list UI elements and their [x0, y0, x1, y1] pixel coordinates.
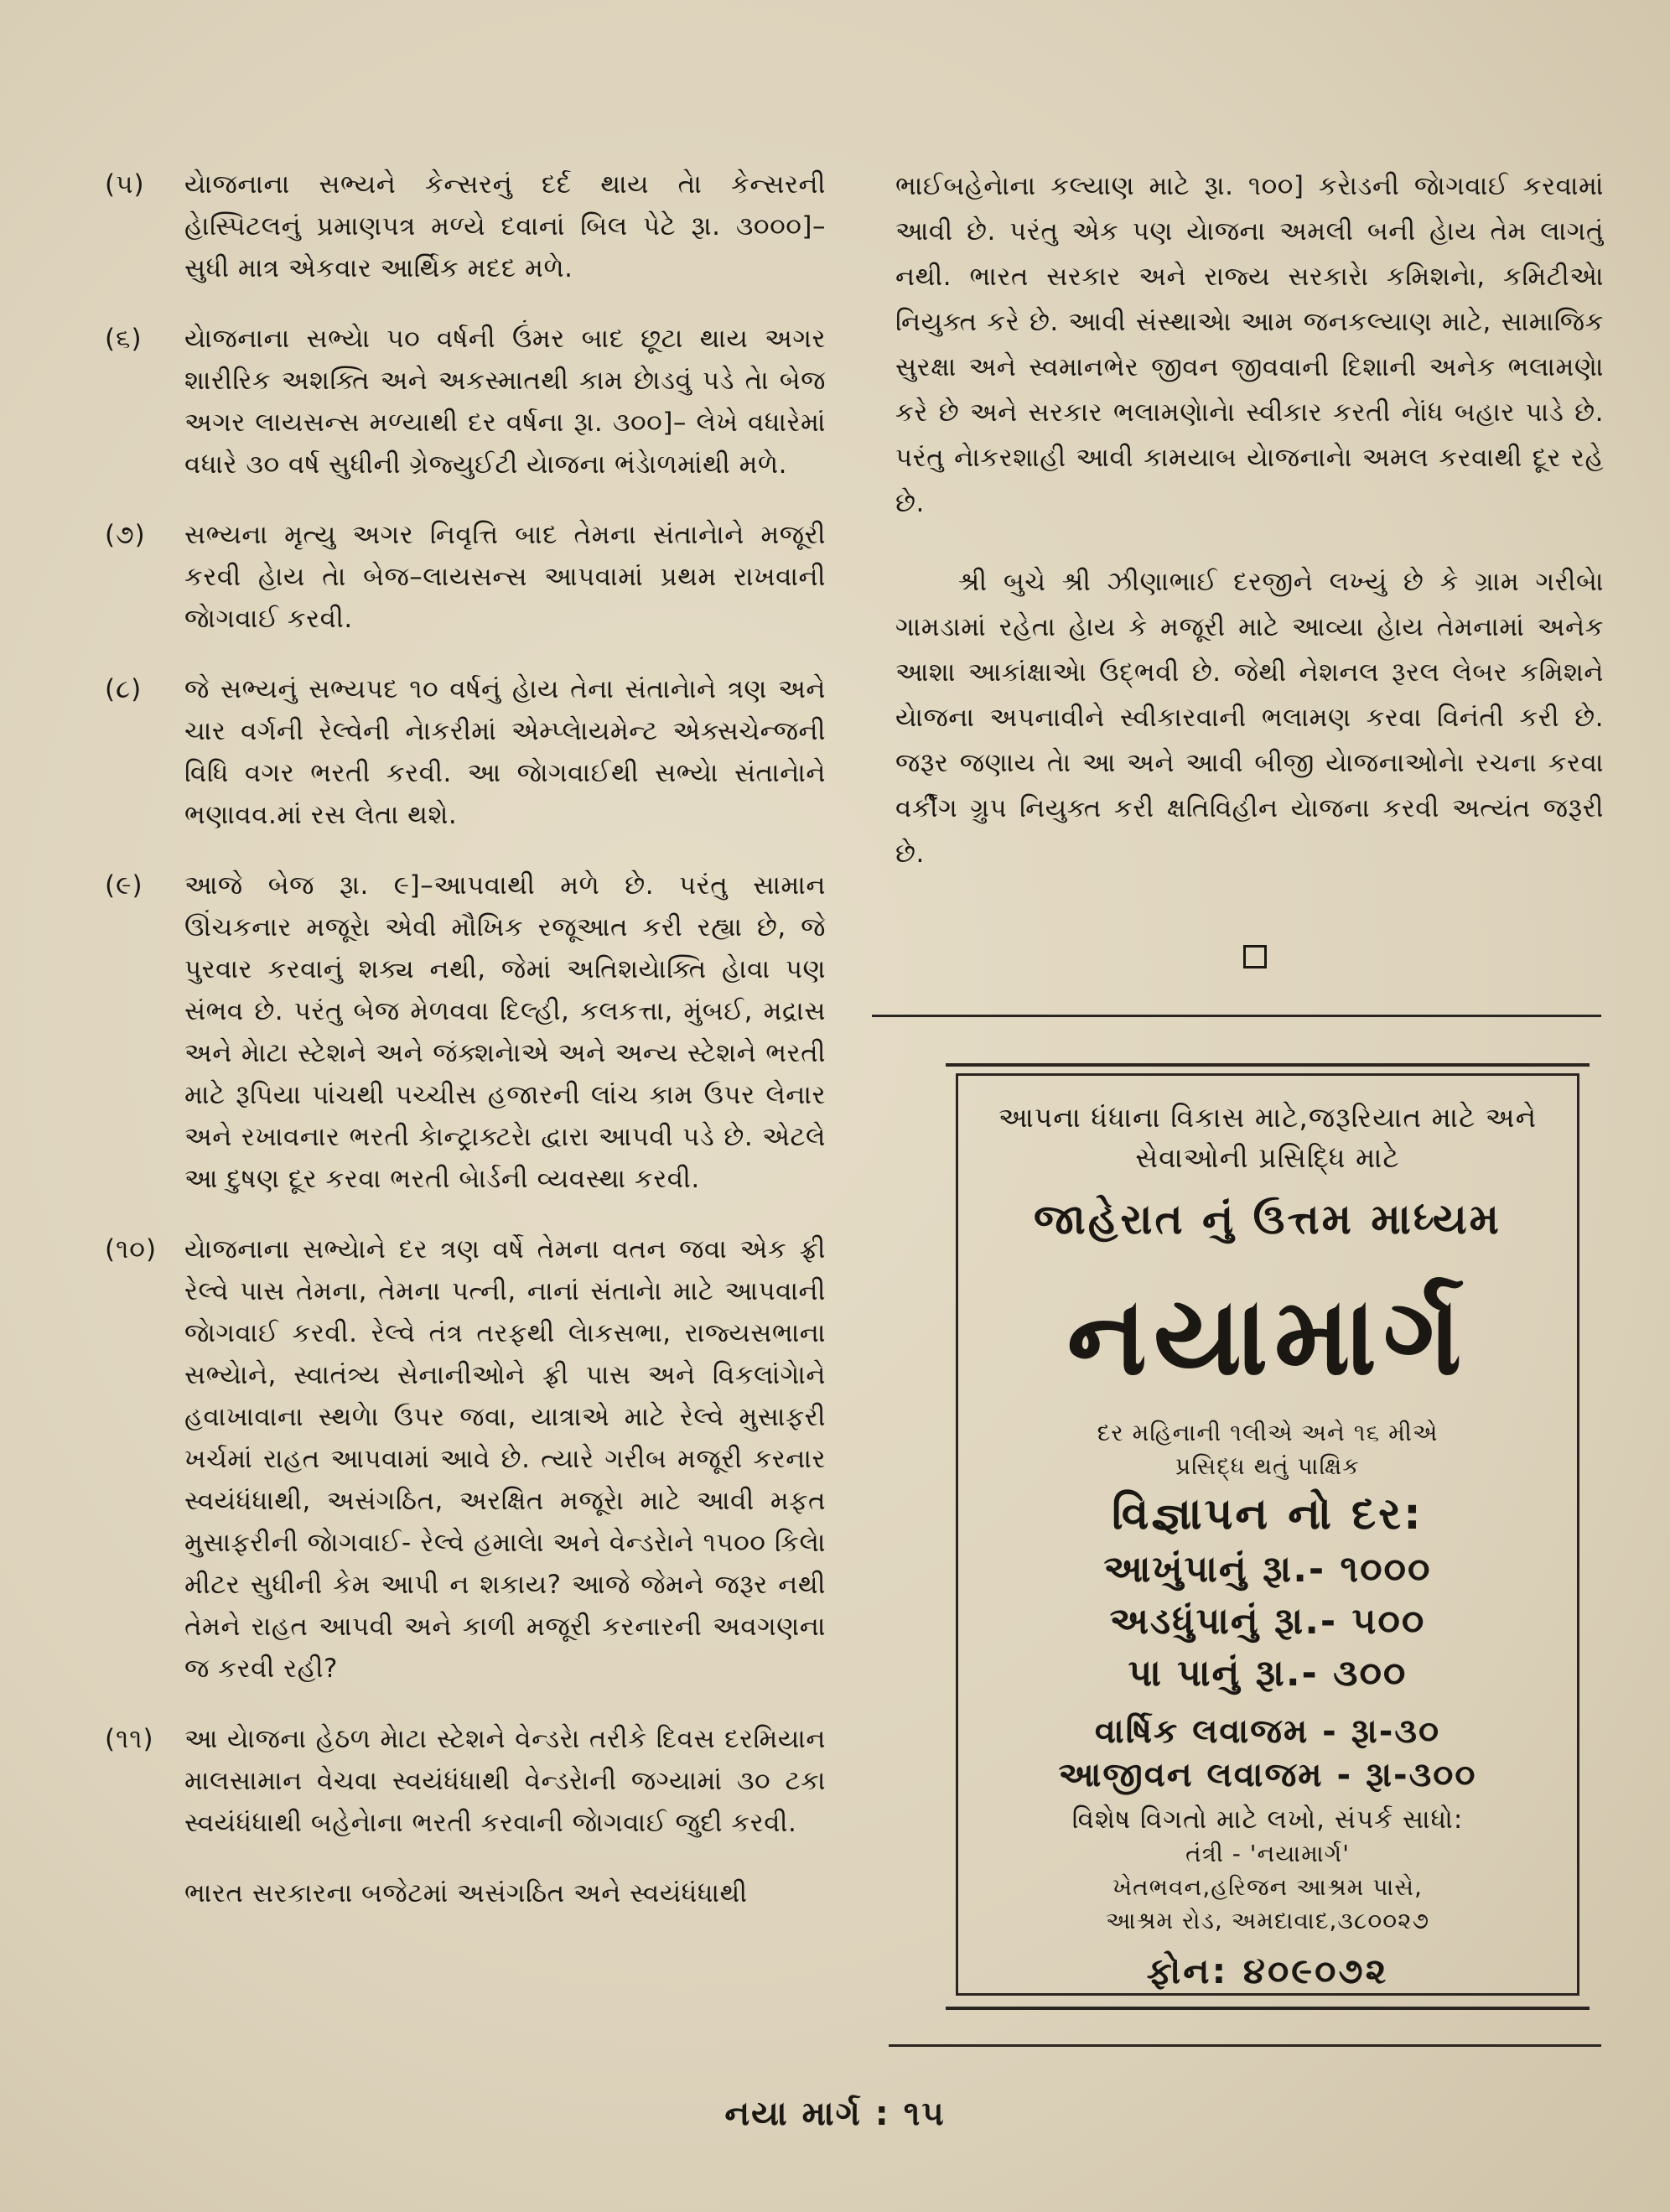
ad-rates-title: વિજ્ઞાપન નો દર: [1112, 1489, 1424, 1540]
item-number: (૯) [105, 870, 143, 901]
ad-address-2: આશ્રમ રોડ, અમદાવાદ,૩૮૦૦૨૭ [1105, 1907, 1430, 1934]
ad-bottom-rule [946, 2007, 1590, 2010]
item-number: (૬) [105, 324, 143, 354]
numbered-item [105, 514, 826, 640]
item-text: જે સભ્યનું સભ્યપદ ૧૦ વર્ષનું હેાય તેના સંતાનેાને ત્રણ અને ચાર વર્ગની રેલ્વેની નેાકરીમાં એમ્પ્લેાયમેન્ટ એક્સચેન્જની વિધિ વગર ભરતી કરવી. આ જેાગવાઈથી સભ્યેા સંતાનેાને ભણાવવ.માં રસ લેતા થશે. [184, 674, 826, 830]
item-number: (૭) [105, 520, 146, 550]
item-text: યેાજનાના સભ્યેા ૫૦ વર્ષની ઉંમર બાદ છૂટા થાય અગર શારીરિક અશક્તિ અને અકસ્માતથી કામ છેાડવું પડે તેા બેજ અગર લાયસન્સ મળ્યાથી દર વર્ષના રૂા. ૩૦૦]– લેખે વધારેમાં વધારે ૩૦ વર્ષ સુધીની ગ્રેજ્યુઈટી યેાજના ભંડેાળમાંથી મળે. [184, 324, 826, 480]
item-text: આ યેાજના હેઠળ મેાટા સ્ટેશને વેન્ડરેા તરીકે દિવસ દરમિયાન માલસામાન વેચવા સ્વયંધંધાથી વેન્ડરેાની જગ્યામાં ૩૦ ટકા સ્વયંધંધાથી બહેનેાના ભરતી કરવાની જેાગવાઈ જુદી કરવી. [184, 1724, 826, 1838]
ad-rate-half-page: અડધુંપાનું રૂા.- ૫૦૦ [1109, 1600, 1426, 1643]
ad-contact-line: વિશેષ વિગતો માટે લખો, સંપર્ક સાધો: [1071, 1804, 1464, 1835]
ad-lifetime-subscription: આજીવન લવાજમ - રૂા-૩૦૦ [1058, 1756, 1477, 1794]
right-column [895, 164, 1604, 910]
ad-frequency-1: દર મહિનાની ૧લીએ અને ૧૬ મીએ [1097, 1419, 1439, 1446]
left-column [105, 164, 826, 1914]
numbered-item [105, 1228, 826, 1690]
item-number: (૧૧) [105, 1724, 154, 1754]
item-text: યેાજનાના સભ્યેાને દર ત્રણ વર્ષે તેમના વતન જવા એક ફ્રી રેલ્વે પાસ તેમના, તેમના પત્ની, નાનાં સંતાનેા માટે આપવાની જેાગવાઈ કરવી. રેલ્વે તંત્ર તરફથી લેાકસભા, રાજ્યસભાના સભ્યેાને, સ્વાતંત્ર્ય સેનાનીઓને ફ્રી પાસ અને વિકલાંગેાને હવાખાવાના સ્થળેા ઉપર જવા, યાત્રાએ માટે રેલ્વે મુસાફરી ખર્ચમાં રાહત આપવામાં આવે છે. ત્યારે ગરીબ મજૂરી કરનાર સ્વયંધંધાથી, અસંગઠિત, અરક્ષિત મજૂરેા માટે આવી મફત મુસાફરીની જેાગવાઈ- રેલ્વે હમાલેા અને વેન્ડરેાને ૧૫૦૦ કિલેા મીટર સુધીની કેમ આપી ન શકાય? આજે જેમને જરૂર નથી તેમને રાહત આપવી અને કાળી મજૂરી કરનારની અવગણના જ કરવી રહી? [184, 1234, 826, 1684]
numbered-item [105, 668, 826, 836]
closing-line: ભારત સરકારના બજેટમાં અસંગઠિત અને સ્વયંધંધાથી [184, 1878, 748, 1908]
ad-media-heading: જાહેરાત નું ઉત્તમ માધ્યમ [1034, 1195, 1501, 1244]
ad-rate-quarter-page: પા પાનું રૂા.- ૩૦૦ [1128, 1652, 1408, 1695]
divider-rule-bottom [889, 2044, 1601, 2047]
numbered-item [105, 318, 826, 485]
ad-editor: તંત્રી - 'નયામાર્ગ' [1185, 1840, 1350, 1867]
page-footer: નયા માર્ગ : ૧૫ [724, 2095, 946, 2133]
ad-top-rule [946, 1063, 1590, 1067]
ad-phone: ફોન: ૪૦૯૦૭૨ [1146, 1950, 1389, 1991]
right-paragraph-2: શ્રી બુચે શ્રી ઝીણાભાઈ દરજીને લખ્યું છે કે ગ્રામ ગરીબેા ગામડામાં રહેતા હેાય કે મજૂરી માટે આવ્યા હેાય તેમનામાં અનેક આશા આકાંક્ષાએા ઉદ્ભવી છે. જેથી નેશનલ રૂરલ લેબર કમિશને યેાજના અપનાવીને સ્વીકારવાની ભલામણ કરવા વિનંતી કરી છે. જરૂર જણાય તેા આ અને આવી બીજી યેાજનાઓનેા રચના કરવા વર્કીંગ ગ્રુપ નિયુક્ત કરી ક્ષતિવિહીન યેાજના કરવી અત્યંત જરૂરી છે. [895, 567, 1604, 869]
item-number: (૧૦) [105, 1234, 158, 1264]
end-of-article-square-icon [1243, 945, 1267, 968]
item-number: (૮) [105, 674, 143, 704]
item-text: યેાજનાના સભ્યને કેન્સરનું દર્દ થાય તેા કેન્સરની હેાસ્પિટલનું પ્રમાણપત્ર મળ્યે દવાનાં બિલ પેટે રૂા. ૩૦૦૦]– સુધી માત્ર એકવાર આર્થિક મદદ મળે. [184, 169, 826, 283]
advertisement-box [956, 1073, 1579, 1996]
ad-brand-logo: નયામાર્ગ [1066, 1275, 1469, 1399]
numbered-item [105, 1718, 826, 1844]
numbered-item [105, 865, 826, 1200]
ad-rate-full-page: આખુંપાનું રૂા.- ૧૦૦૦ [1103, 1548, 1432, 1591]
ad-intro-2: સેવાઓની પ્રસિદ્ધિ માટે [1135, 1141, 1400, 1174]
divider-rule [872, 1015, 1601, 1017]
item-text: આજે બેજ રૂા. ૯]–આપવાથી મળે છે. પરંતુ સામાન ઊંચકનાર મજૂરેા એવી મૌખિક રજૂઆત કરી રહ્યા છે, જે પુરવાર કરવાનું શક્ય નથી, જેમાં અતિશયેાક્તિ હેાવા પણ સંભવ છે. પરંતુ બેજ મેળવવા દિલ્હી, કલકત્તા, મુંબઈ, મદ્રાસ અને મેાટા સ્ટેશને અને જંક્શનેાએ અને અન્ય સ્ટેશને ભરતી માટે રૂપિયા પાંચથી પચ્ચીસ હજારની લાંચ કામ ઉપર લેનાર અને રખાવનાર ભરતી કેાન્ટ્રાક્ટરેા દ્વારા આપવી પડે છે. એટલે આ દુષણ દૂર કરવા ભરતી બેાર્ડની વ્યવસ્થા કરવી. [184, 870, 826, 1194]
ad-frequency-2: પ્રસિદ્ધ થતું પાક્ષિક [1175, 1452, 1360, 1480]
numbered-item [105, 164, 826, 289]
ad-address-1: ખેતભવન,હરિજન આશ્રમ પાસે, [1112, 1873, 1423, 1901]
ad-annual-subscription: વાર્ષિક લવાજમ - રૂા-૩૦ [1094, 1712, 1441, 1751]
right-paragraph-1: ભાઈબહેનેાના કલ્યાણ માટે રૂા. ૧૦૦] કરેાડની જેાગવાઈ કરવામાં આવી છે. પરંતુ એક પણ યેાજના અમલી બની હેાય તેમ લાગતું નથી. ભારત સરકાર અને રાજ્ય સરકારેા કમિશનેા, કમિટીએા નિયુક્ત કરે છે. આવી સંસ્થાએા આમ જનકલ્યાણ માટે, સામાજિક સુરક્ષા અને સ્વમાનભેર જીવન જીવવાની દિશાની અનેક ભલામણેા કરે છે અને સરકાર ભલામણેાનેા સ્વીકાર કરતી નેાંધ બહાર પાડે છે. પરંતુ નેાકરશાહી આવી કામયાબ યેાજનાનેા અમલ કરવાથી દૂર રહે છે. [895, 171, 1604, 518]
item-text: સભ્યના મૃત્યુ અગર નિવૃત્તિ બાદ તેમના સંતાનેાને મજૂરી કરવી હેાય તેા બેજ–લાયસન્સ આપવામાં પ્રથમ રાખવાની જેાગવાઈ કરવી. [184, 520, 826, 634]
item-number: (૫) [105, 169, 145, 200]
ad-intro-1: આપના ધંધાના વિકાસ માટે,જરૂરિયાત માટે અને [998, 1101, 1538, 1134]
